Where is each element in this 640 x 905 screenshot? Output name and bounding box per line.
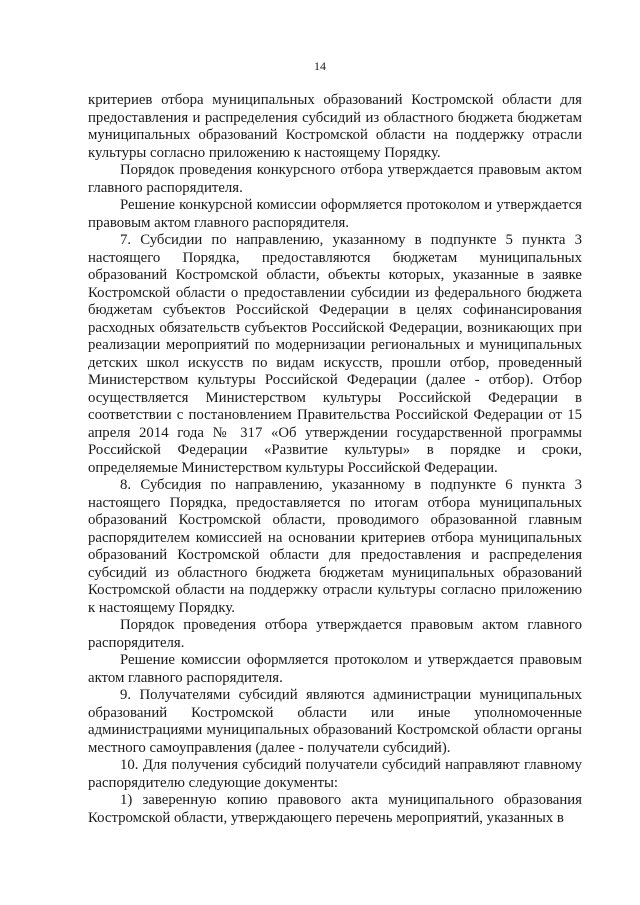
paragraph-selection-procedure: Порядок проведения отбора утверждается правовым актом главного распорядителя. — [88, 617, 582, 651]
paragraph-commission-decision: Решение комиссии оформляется протоколом и утверждается правовым актом главного распорядителя. — [88, 652, 582, 686]
paragraph-item-7: 7. Субсидии по направлению, указанному в подпункте 5 пункта 3 настоящего Порядка, предоставляются бюджетам муниципальных образований Костромской области, объекты которых, указанные в заявке Костромской области о предоставлении субсидии из федерального бюджета бюджетам субъектов Российской Федерации в целях софинансирования расходных обязательств субъектов Российской Федерации, возникающих при реализации мероприятий по модернизации региональных и муниципальных детских школ искусств по видам искусств, прошли отбор, проведенный Министерством культуры Российской Федерации (далее - отбор). Отбор осуществляется Министерством культуры Российской Федерации в соответствии с постановлением Правительства Российской Федерации от 15 апреля 2014 года № 317 «Об утверждении государственной программы Российской Федерации «Развитие культуры» в порядке и сроки, определяемые Министерством культуры Российской Федерации. — [88, 232, 582, 476]
paragraph-item-10: 10. Для получения субсидий получатели субсидий направляют главному распорядителю следующие документы: — [88, 757, 582, 791]
document-body — [88, 92, 582, 827]
paragraph-item-9: 9. Получателями субсидий являются администрации муниципальных образований Костромской области или иные уполномоченные администрациями муниципальных образований Костромской области органы местного самоуправления (далее - получатели субсидий). — [88, 687, 582, 756]
paragraph-subitem-1: 1) заверенную копию правового акта муниципального образования Костромской области, утверждающего перечень мероприятий, указанных в — [88, 792, 582, 826]
paragraph-criteria-continuation: критериев отбора муниципальных образований Костромской области для предоставления и распределения субсидий из областного бюджета бюджетам муниципальных образований Костромской области на поддержку отрасли культуры согласно приложению к настоящему Порядку. — [88, 92, 582, 161]
paragraph-competition-commission: Решение конкурсной комиссии оформляется протоколом и утверждается правовым актом главного распорядителя. — [88, 197, 582, 231]
paragraph-item-8: 8. Субсидия по направлению, указанному в подпункте 6 пункта 3 настоящего Порядка, предоставляется по итогам отбора муниципальных образований Костромской области, проводимого образованной главным распорядителем комиссией на основании критериев отбора муниципальных образований Костромской области для предоставления и распределения субсидий из областного бюджета бюджетам муниципальных образований Костромской области на поддержку отрасли культуры согласно приложению к настоящему Порядку. — [88, 477, 582, 616]
paragraph-competition-procedure: Порядок проведения конкурсного отбора утверждается правовым актом главного распорядителя. — [88, 162, 582, 196]
page-number: 14 — [314, 59, 326, 73]
